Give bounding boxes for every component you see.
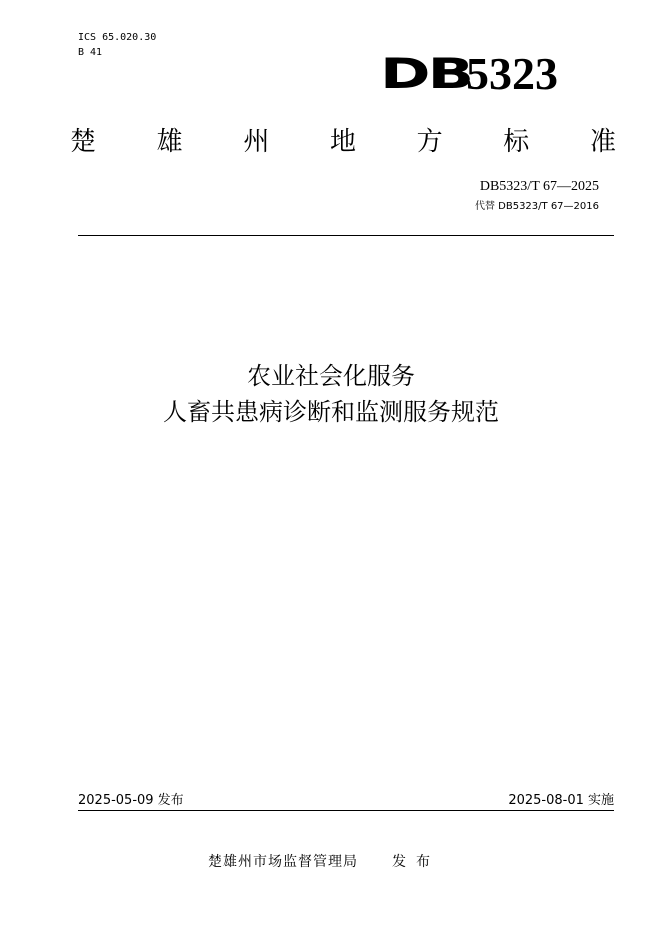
ics-code: ICS 65.020.30 <box>78 32 157 43</box>
top-divider <box>78 235 614 236</box>
db-logo-region-code: 5323 <box>466 48 558 99</box>
bottom-divider <box>78 810 614 811</box>
document-title-line1: 农业社会化服务 <box>247 362 415 390</box>
replaces-standard: 代替 DB5323/T 67—2016 <box>474 201 599 212</box>
standard-type-char: 标 <box>503 127 530 157</box>
standard-type-char: 方 <box>416 127 443 157</box>
db-logo <box>378 48 578 106</box>
issuer-name: 楚雄州市场监督管理局 <box>208 854 358 870</box>
issue-date: 2025-05-09 发布 <box>78 793 184 808</box>
standard-type-char: 楚 <box>70 127 97 157</box>
issuer-line <box>208 852 440 872</box>
standard-number: DB5323/T 67—2025 <box>479 179 599 194</box>
document-title-line2: 人畜共患病诊断和监测服务规范 <box>163 398 499 426</box>
ccs-code: B 41 <box>78 47 103 58</box>
standard-type-char: 州 <box>243 127 270 157</box>
implementation-date: 2025-08-01 实施 <box>508 793 614 808</box>
standard-type-char: 准 <box>589 127 616 157</box>
standard-type-title <box>70 124 616 160</box>
db-logo-prefix: DB <box>380 49 472 98</box>
standard-type-char: 雄 <box>156 127 183 157</box>
issuer-action: 发布 <box>392 854 440 870</box>
standard-type-char: 地 <box>329 127 356 157</box>
